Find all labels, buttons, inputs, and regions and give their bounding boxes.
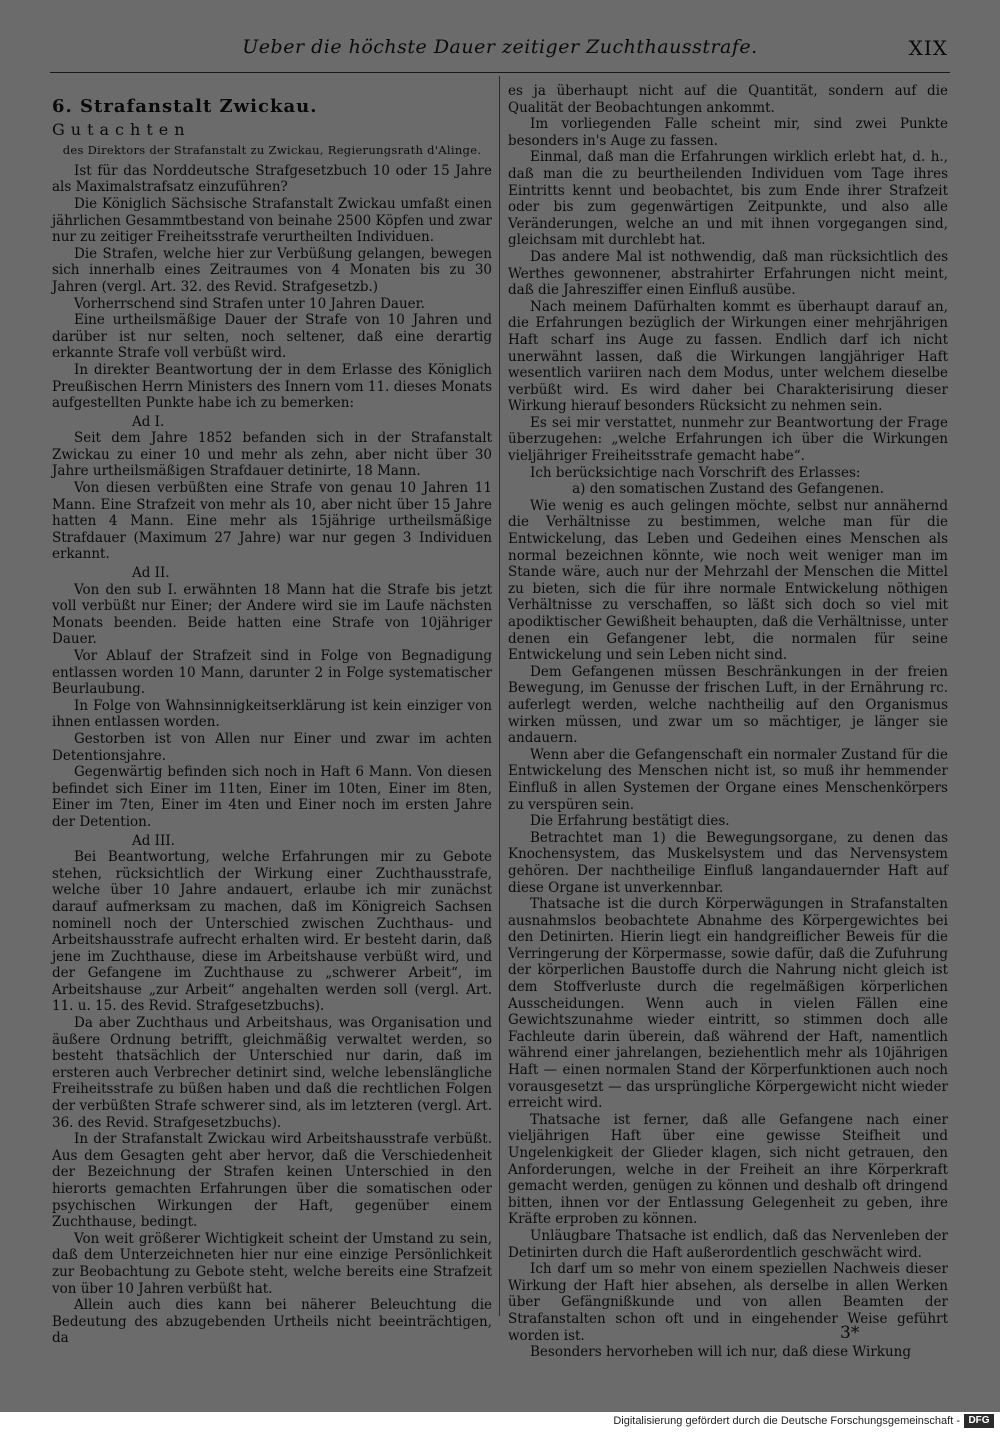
- footer-credit: Digitalisierung gefördert durch die Deutsche Forschungsgemeinschaft -: [613, 1415, 960, 1427]
- question-heading: Ad III.: [132, 832, 175, 849]
- paragraph: Vor Ablauf der Strafzeit sind in Folge von Begnadigung entlassen worden 10 Mann, darunter 2 in Folge systematischer Beurlaubung.: [52, 648, 492, 698]
- paragraph: Es sei mir verstattet, nunmehr zur Beantwortung der Frage überzugehen: „welche Erfahrungen ich über die Wirkungen vieljähriger Freiheitsstrafe gemacht habe“.: [508, 414, 948, 465]
- paragraph: Thatsache ist ferner, daß alle Gefangene nach einer vieljährigen Haft über eine gewisse Steifheit und Ungelenkigkeit der Glieder klagen, sich nicht getrauen, den Anforderungen, welche in der Freiheit an ihre Körperkraft gemacht werden, genügen zu können und deshalb oft dringend bitten, ihnen vor der Entlassung Gelegenheit zu geben, ihre Kräfte erproben zu können.: [508, 1111, 948, 1228]
- author-line: des Direktors der Strafanstalt zu Zwickau, Regierungsrath d'Alinge.: [62, 143, 482, 158]
- paragraph: Gestorben ist von Allen nur Einer und zwar im achten Detentionsjahre.: [52, 730, 492, 764]
- paragraph: Im vorliegenden Falle scheint mir, sind zwei Punkte besonders in's Auge zu fassen.: [508, 116, 948, 149]
- paragraph: Die Erfahrung bestätigt dies.: [530, 813, 730, 830]
- paragraph: Von den sub I. erwähnten 18 Mann hat die Strafe bis jetzt voll verbüßt nur Einer; der Andere wird sie im Laufe nächsten Monats beenden. Beide hatten eine Strafe von 10jähriger Dauer.: [52, 581, 492, 648]
- right-column: [508, 83, 948, 1361]
- paragraph: Einmal, daß man die Erfahrungen wirklich erlebt hat, d. h., daß man die zu beurtheilenden Individuen vom Tage ihres Eintritts kennt und beobachtet, bis zum Ende ihrer Strafzeit oder bis zum gegenwärtigen Zeitpunkte, und also alle Veränderungen, welche an und mit ihnen vorgegangen sind, gleichsam mit durchlebt hat.: [508, 149, 948, 249]
- paragraph: Ist für das Norddeutsche Strafgesetzbuch 10 oder 15 Jahre als Maximalstrafsatz einzuführen?: [52, 162, 492, 196]
- paragraph: In der Strafanstalt Zwickau wird Arbeitshausstrafe verbüßt. Aus dem Gesagten geht aber hervor, daß die Verschiedenheit der Bezeichnung der Strafen keinen Unterschied in den hierorts gemachten Erfahrungen über die somatischen oder psychischen Wirkungen der Haft, gegenüber einem Zuchthause, bedingt.: [52, 1131, 492, 1231]
- paragraph: Allein auch dies kann bei näherer Beleuchtung die Bedeutung des abzugebenden Urtheils nicht beeinträchtigen, da: [52, 1297, 492, 1347]
- document-heading: Gutachten: [52, 119, 191, 139]
- paragraph: Ich berücksichtige nach Vorschrift des Erlasses:: [530, 464, 861, 481]
- paragraph: Dem Gefangenen müssen Beschränkungen in der freien Bewegung, im Genusse der frischen Luft, in der Ernährung rc. auferlegt werden, welche nachtheilig auf den Organismus wirken müssen, und zwar um so mächtiger, je länger sie andauern.: [508, 663, 948, 747]
- page-number: XIX: [908, 36, 948, 60]
- paragraph: Betrachtet man 1) die Bewegungsorgane, zu denen das Knochensystem, das Muskelsystem und das Nervensystem gehören. Der nachtheilige Einfluß langandauernder Haft auf diese Organe ist unverkennbar.: [508, 829, 948, 896]
- paragraph: Unläugbare Thatsache ist endlich, daß das Nervenleben der Detinirten durch die Haft außerordentlich geschwächt wird.: [508, 1227, 948, 1261]
- enumerated-heading: a) den somatischen Zustand des Gefangenen.: [572, 481, 884, 498]
- paragraph: Die Strafen, welche hier zur Verbüßung gelangen, bewegen sich innerhalb eines Zeitraumes von 4 Monaten bis zu 30 Jahren (vergl. Art. 32. des Revid. Strafgesetzb.): [52, 245, 492, 295]
- paragraph: Wie wenig es auch gelingen möchte, selbst nur annähernd die Verhältnisse zu bestimmen, welche man für die Entwickelung, das Leben und Gedeihen eines Menschen als normal bezeichnen könnte, wie noch weit weniger man im Stande wäre, auch nur der Mehrzahl der Menschen die Mittel zu bieten, sich die für ihre normale Entwickelung nöthigen Verhältnisse zu verschaffen, so läßt sich doch so viel mit apodiktischer Gewißheit behaupten, daß die Verhältnisse, unter denen ein Gefangener lebt, die normalen für seine Entwickelung und sein Leben nicht sind.: [508, 497, 948, 664]
- paragraph: In direkter Beantwortung der in dem Erlasse des Königlich Preußischen Herrn Ministers des Innern vom 11. dieses Monats aufgestellten Punkte habe ich zu bemerken:: [52, 361, 492, 412]
- footer-bar: [0, 1412, 1000, 1432]
- paragraph: Da aber Zuchthaus und Arbeitshaus, was Organisation und äußere Ordnung betrifft, gleichmäßig verwaltet werden, so besteht thatsächlich der Unterschied nur darin, daß im ersteren auch Verbrecher detinirt sind, welche lebenslängliche Freiheitsstrafe zu büßen haben und daß die rechtlichen Folgen der verbüßten Strafe schwerer sind, als im letzteren (vergl. Art. 36. des Revid. Strafgesetzbuchs).: [52, 1015, 492, 1131]
- sheet-signature: 3*: [840, 1323, 860, 1343]
- paragraph: Die Königlich Sächsische Strafanstalt Zwickau umfaßt einen jährlichen Gesammtbestand von beinahe 2500 Köpfen und zwar nur zu zeitiger Freiheitsstrafe verurtheilten Individuen.: [52, 195, 492, 246]
- dfg-logo: DFG: [964, 1414, 994, 1428]
- paragraph: Thatsache ist die durch Körperwägungen in Strafanstalten ausnahmslos beobachtete Abnahme des Körpergewichtes bei den Detinirten. Hierin liegt ein handgreiflicher Beweis für die Verringerung der Körpermasse, sowie dafür, daß die Zufuhrung der körperlichen Baustoffe durch die Nahrung nicht gleich ist dem Stoffverluste durch die regelmäßigen körperlichen Ausscheidungen. Wenn auch in vielen Fällen eine Gewichtszunahme wieder eintritt, so stimmen doch alle Fachleute darin überein, daß während der Haft, namentlich während einer jahrelangen, beziehentlich mehr als 10jährigen Haft — einen normalen Stand der Körperfunktionen auch noch vorausgesetzt — das ursprüngliche Körpergewicht nicht wieder erreicht wird.: [508, 896, 948, 1112]
- paragraph: Besonders hervorheben will ich nur, daß diese Wirkung: [530, 1344, 911, 1361]
- running-title: Ueber die höchste Dauer zeitiger Zuchthausstrafe.: [242, 36, 758, 58]
- paragraph: Ich darf um so mehr von einem speziellen Nachweis dieser Wirkung der Haft hier absehen, als derselbe in allen Werken über Gefängnißkunde und von allen Beamten der Strafanstalten schon oft und in eingehender Weise geführt worden ist.: [508, 1261, 948, 1344]
- paragraph: Eine urtheilsmäßige Dauer der Strafe von 10 Jahren und darüber ist nur selten, noch seltener, daß eine derartig erkannte Strafe voll verbüßt wird.: [52, 312, 492, 362]
- paragraph: Vorherrschend sind Strafen unter 10 Jahren Dauer.: [74, 295, 425, 312]
- paragraph: Nach meinem Dafürhalten kommt es überhaupt darauf an, die Erfahrungen bezüglich der Wirkungen einer mehrjährigen Haft scharf ins Auge zu fassen. Endlich darf ich nicht unerwähnt lassen, daß die Wirkungen langjähriger Haft wesentlich variiren nach dem Modus, unter welchem dieselbe verbüßt wird. Es wird daher bei Charakterisirung dieser Wirkung hierauf besonders Rücksicht zu nehmen sein.: [508, 298, 948, 415]
- left-column: [52, 83, 492, 1347]
- paragraph: Wenn aber die Gefangenschaft ein normaler Zustand für die Entwickelung des Menschen nicht ist, so muß ihr hemmender Einfluß in allen Systemen der Organe eines Menschenkörpers zu verspüren sein.: [508, 746, 948, 813]
- header-rule: [50, 72, 950, 73]
- paragraph: Bei Beantwortung, welche Erfahrungen mir zu Gebote stehen, rücksichtlich der Wirkung einer Zuchthausstrafe, welche über 10 Jahre andauert, erlaube ich mir zunächst darauf aufmerksam zu machen, daß im Königreich Sachsen nominell noch der Unterschied zwischen Zuchthaus- und Arbeitshausstrafe aufrecht erhalten wird. Er besteht darin, daß jene im Zuchthause, diese im Arbeitshause verbüßt wird, und der Gefangene im Zuchthause zu „schwerer Arbeit“, im Arbeitshause „zur Arbeit“ angehalten werden soll (vergl. Art. 11. u. 15. des Revid. Strafgesetzbuchs).: [52, 849, 492, 1015]
- paragraph: Seit dem Jahre 1852 befanden sich in der Strafanstalt Zwickau zu einer 10 und mehr als zehn, aber nicht über 30 Jahre urtheilsmäßigen Strafdauer detinirte, 18 Mann.: [52, 430, 492, 480]
- column-divider: [499, 76, 500, 1316]
- paragraph: In Folge von Wahnsinnigkeitserklärung ist kein einziger von ihnen entlassen worden.: [52, 697, 492, 731]
- paragraph: es ja überhaupt nicht auf die Quantität, sondern auf die Qualität der Beobachtungen ankommt.: [508, 83, 948, 116]
- paragraph: Das andere Mal ist nothwendig, daß man rücksichtlich des Werthes gewonnener, abstrahirter Erfahrungen nicht meint, daß die Jahresziffer einen Einfluß ausübe.: [508, 248, 948, 299]
- paragraph: Gegenwärtig befinden sich noch in Haft 6 Mann. Von diesen befindet sich Einer im 11ten, Einer im 10ten, Einer im 8ten, Einer im 7ten, Einer im 4ten und Einer noch im ersten Jahre der Detention.: [52, 764, 492, 830]
- question-heading: Ad I.: [132, 413, 165, 430]
- question-heading: Ad II.: [132, 565, 170, 582]
- paragraph: Von weit größerer Wichtigkeit scheint der Umstand zu sein, daß dem Unterzeichneten hier nur eine einzige Persönlichkeit zur Beobachtung zu Gebote steht, welche bereits eine Strafzeit von über 10 Jahren verbüßt hat.: [52, 1230, 492, 1297]
- section-title: 6. Strafanstalt Zwickau.: [52, 96, 318, 117]
- paragraph: Von diesen verbüßten eine Strafe von genau 10 Jahren 11 Mann. Eine Strafzeit von mehr als 10, aber nicht über 15 Jahre hatten 4 Mann. Eine mehr als 15jährige urtheilsmäßige Strafdauer (Maximum 27 Jahre) war nur gegen 3 Individuen erkannt.: [52, 480, 492, 563]
